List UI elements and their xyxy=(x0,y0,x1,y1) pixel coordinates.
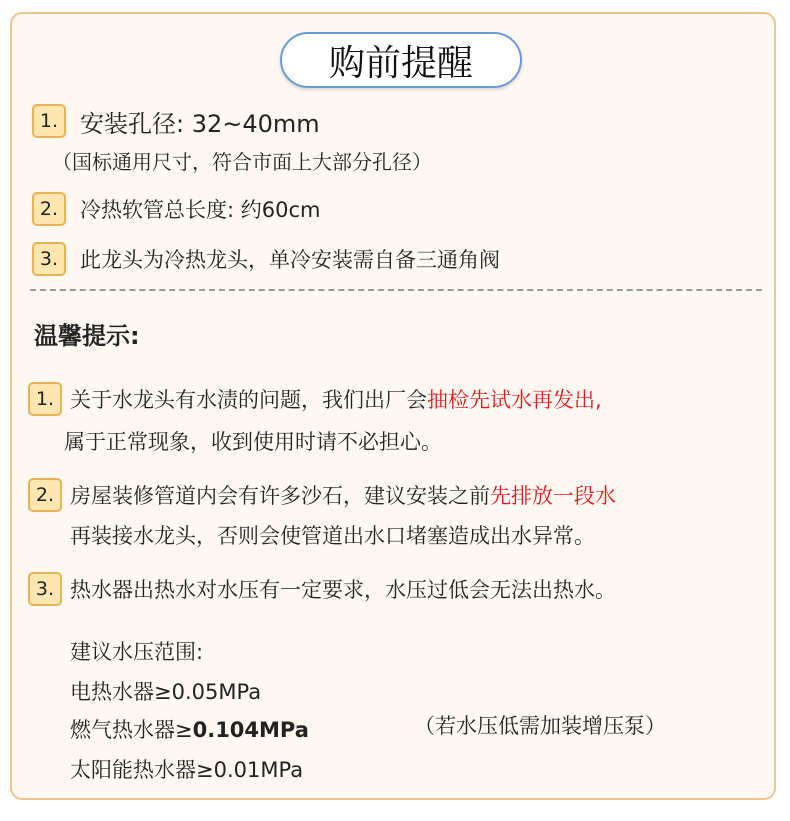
tip-highlight: 先排放一段水 xyxy=(490,484,616,508)
reminder-text: 此龙头为冷热龙头，单冷安装需自备三通角阀 xyxy=(80,248,500,272)
number-badge: 2. xyxy=(28,478,62,512)
pressure-gas: 燃气热水器≥0.104MPa xyxy=(70,718,309,742)
tip-line: 再装接水龙头，否则会使管道出水口堵塞造成出水异常。 xyxy=(70,524,595,548)
page-title: 购前提醒 xyxy=(280,32,522,88)
gas-pressure-value: 0.104MPa xyxy=(192,718,309,742)
tip-line: 属于正常现象，收到使用时请不必担心。 xyxy=(64,430,442,454)
reminder-text: 安装孔径: 32~40mm xyxy=(80,110,320,138)
divider xyxy=(30,289,762,291)
tip-line: 热水器出热水对水压有一定要求，水压过低会无法出热水。 xyxy=(70,578,616,602)
number-badge: 1. xyxy=(28,382,62,416)
tip-line: 房屋装修管道内会有许多沙石，建议安装之前先排放一段水 xyxy=(70,484,616,508)
pressure-electric: 电热水器≥0.05MPa xyxy=(70,680,262,704)
pressure-heading: 建议水压范围: xyxy=(70,640,204,664)
number-badge: 3. xyxy=(28,572,62,606)
pressure-solar: 太阳能热水器≥0.01MPa xyxy=(70,758,304,782)
tip-highlight: 抽检先试水再发出, xyxy=(427,388,602,412)
reminder-text: 冷热软管总长度: 约60cm xyxy=(80,198,321,222)
reminder-subtext: （国标通用尺寸，符合市面上大部分孔径） xyxy=(52,150,432,174)
pressure-note: （若水压低需加装增压泵） xyxy=(414,714,666,738)
tips-heading: 温馨提示: xyxy=(34,322,140,350)
number-badge: 2. xyxy=(32,192,66,226)
number-badge: 1. xyxy=(32,104,66,138)
tip-line: 关于水龙头有水渍的问题，我们出厂会抽检先试水再发出, xyxy=(70,388,602,412)
number-badge: 3. xyxy=(32,242,66,276)
